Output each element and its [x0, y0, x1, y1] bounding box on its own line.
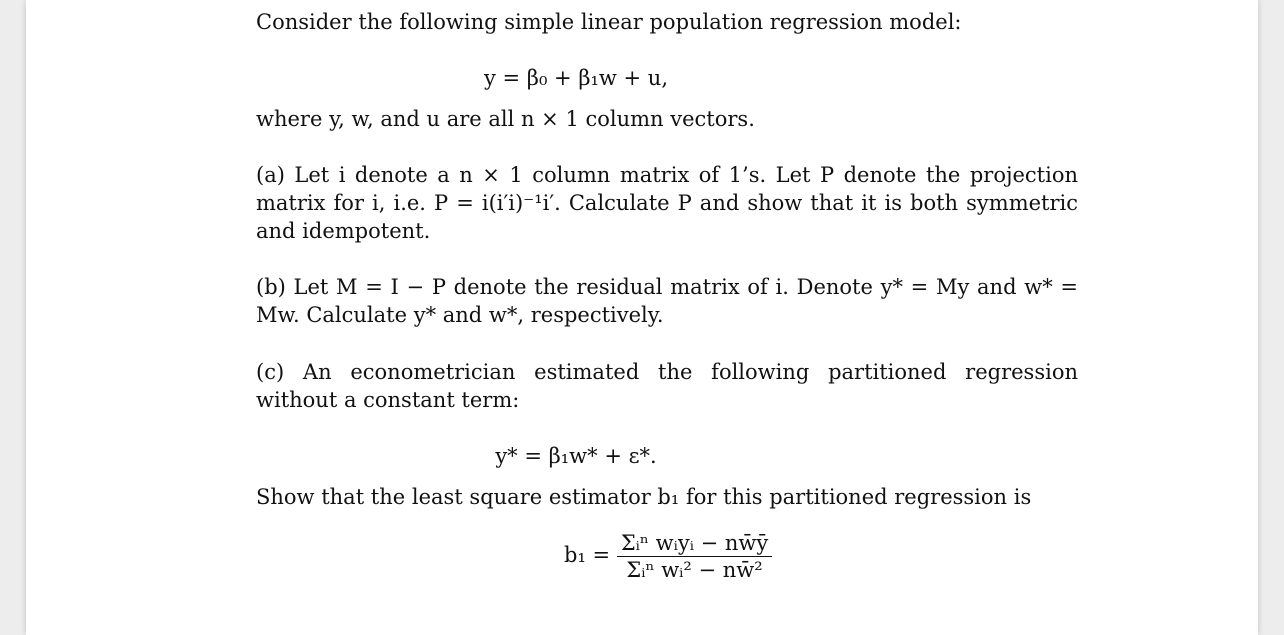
estimator-fraction [617, 530, 772, 583]
part-b-text: (b) Let M = I − P denote the residual matrix of i. Denote y* = My and w* = Mw. Calculate y* and w*, respectively. [256, 275, 1078, 327]
estimator-denominator: Σᵢⁿ wᵢ² − nw̄² [626, 558, 763, 582]
partitioned-equation: y* = β₁w* + ε*. [495, 444, 657, 468]
estimator-equation [564, 530, 772, 583]
part-c-text: (c) An econometrician estimated the following partitioned regression without a constant term: [256, 360, 1078, 412]
document-page [26, 0, 1258, 635]
estimator-numerator: Σᵢⁿ wᵢyᵢ − nw̄ȳ [617, 530, 772, 557]
estimator-lhs: b₁ = [564, 543, 611, 567]
part-a-text: (a) Let i denote a n × 1 column matrix of 1’s. Let P denote the projection matrix for i, i.e. P = i(i′i)⁻¹i′. Calculate P and show that it is both symmetric and idempotent. [256, 163, 1078, 243]
model-equation: y = β₀ + β₁w + u, [484, 66, 668, 90]
show-text: Show that the least square estimator b₁ for this partitioned regression is [256, 485, 1032, 509]
intro-text: Consider the following simple linear population regression model: [256, 10, 962, 34]
where-text: where y, w, and u are all n × 1 column vectors. [256, 107, 755, 131]
